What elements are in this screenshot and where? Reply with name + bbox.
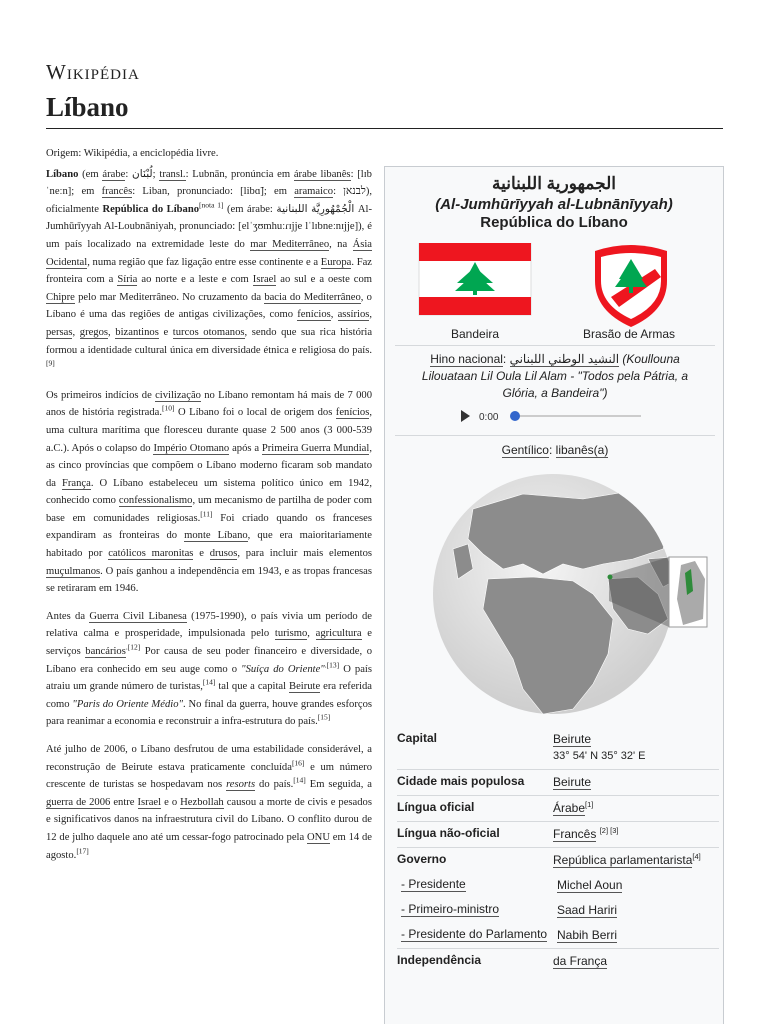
article-link[interactable]: resorts xyxy=(226,779,256,791)
article-link[interactable]: confessionalismo xyxy=(118,495,193,507)
text-run: Foi criado quando os franceses expandiram as fronteiras do xyxy=(46,512,373,542)
reference[interactable]: .[13] xyxy=(324,660,340,670)
text-run: "Paris do Oriente Médio" xyxy=(72,698,183,710)
article-link[interactable]: persas xyxy=(46,326,73,338)
reference[interactable]: [17] xyxy=(76,846,89,856)
text-run: Por causa de seu poder financeiro e diversidade, o Líbano era conhecido em seu auge como o xyxy=(46,646,372,675)
title-divider xyxy=(46,128,723,129)
text-run: O Líbano foi o local de origem dos xyxy=(174,407,336,419)
text-run: . O país ganhou a independência em 1943, e as tropas francesas se retiraram em 1946. xyxy=(46,565,372,595)
text-run: (em árabe: الْجُمْهُورِيَّة اللبنانية Al-Jumhūrīyyah Al-Loubnāniyah, pronunciado: [elˈʒʊmhuːɾɪjje lˈlɪbneːnɪjje]), é um país localizado na extremidade leste do xyxy=(46,203,372,250)
reference[interactable]: [4] xyxy=(692,852,701,861)
text-run: , xyxy=(72,326,80,338)
article-link[interactable]: drusos xyxy=(209,548,238,560)
audio-seek-handle[interactable] xyxy=(510,411,520,421)
president-link[interactable]: Michel Aoun xyxy=(557,878,623,892)
prime-minister-link[interactable]: Saad Hariri xyxy=(557,903,618,917)
article-link[interactable]: Israel xyxy=(252,274,277,286)
text-run: , para incluir mais elementos xyxy=(237,548,372,560)
wikipedia-logo[interactable]: Wikipédia xyxy=(46,60,140,84)
article-body xyxy=(46,145,372,874)
text-run: , as cinco províncias que compõem o Líbano moderno ficaram sob mandato da xyxy=(46,442,372,489)
article-link[interactable]: aramaico xyxy=(294,186,334,198)
text-run: tal que a capital xyxy=(215,681,290,693)
article-link[interactable]: fenícios xyxy=(297,309,331,321)
text-run: Em seguida, a xyxy=(305,779,373,791)
article-link[interactable]: agricultura xyxy=(315,628,362,640)
independence-link[interactable]: da França xyxy=(553,954,608,968)
reference[interactable]: .[12] xyxy=(125,642,141,652)
text-run: após a xyxy=(229,442,262,454)
paragraph-3 xyxy=(46,608,372,731)
row-label[interactable]: - Presidente xyxy=(401,877,466,891)
text-run: e serviços xyxy=(46,628,372,658)
row-label: Cidade mais populosa xyxy=(397,774,525,788)
text-run: , numa região que faz ligação entre esse continente e a xyxy=(87,256,321,268)
infobox-row-prime-minister xyxy=(397,898,719,923)
infobox-row-independence xyxy=(397,949,719,974)
article-link[interactable]: guerra de 2006 xyxy=(46,796,111,808)
text-run: (1975-1990), o país vivia um período de relativa calma e prosperidade, impulsionada pelo xyxy=(46,610,372,640)
gentilic: Gentílico: libanês(a) xyxy=(501,443,609,457)
text-run: . Faz fronteira com a xyxy=(46,256,373,286)
official-language-link[interactable]: Árabe xyxy=(553,801,586,815)
infobox-data-rows xyxy=(397,727,719,974)
page-title: Líbano xyxy=(46,92,129,122)
reference[interactable]: [11] xyxy=(200,509,213,519)
text-run: : לבנאן), oficialmente xyxy=(46,186,372,215)
separator xyxy=(395,345,715,346)
infobox-row-government xyxy=(397,848,719,873)
text-run: entre xyxy=(110,796,138,808)
text-run: ao norte e a leste e com xyxy=(137,274,253,286)
infobox-transliteration: (Al-Jumhūrīyyah al-Lubnānīyyah) xyxy=(435,196,673,213)
article-link[interactable]: bancários xyxy=(85,646,126,658)
anthem-arabic[interactable]: النشيد الوطني اللبناني xyxy=(509,352,620,366)
unofficial-language-link[interactable]: Francês xyxy=(553,827,597,841)
coat-of-arms-image[interactable] xyxy=(595,245,667,327)
reference[interactable]: [10] xyxy=(162,403,175,413)
origin-note: Origem: Wikipédia, a enciclopédia livre. xyxy=(46,148,219,159)
article-link[interactable]: França xyxy=(62,477,91,489)
anthem: Hino nacional: النشيد الوطني اللبناني (Koullouna Lilouataan Lil Oula Lil Alam - "Todos pela Pátria, a Glória, a Bandeira") xyxy=(421,352,689,400)
article-link[interactable]: francês xyxy=(101,186,133,198)
article-link[interactable]: gregos xyxy=(79,326,109,338)
row-label: Independência xyxy=(397,953,482,967)
reference[interactable]: [14] xyxy=(202,677,216,687)
text-run: em 14 de agosto. xyxy=(46,831,372,861)
text-run: , xyxy=(108,326,116,338)
infobox-row-unofficial-language xyxy=(397,822,719,848)
location-map[interactable] xyxy=(433,469,711,719)
article-link[interactable]: monte Líbano xyxy=(184,530,248,542)
article-link[interactable]: Império Otomano xyxy=(153,442,230,454)
gentilic-label[interactable]: Gentílico xyxy=(501,443,549,457)
article-link[interactable]: Síria xyxy=(117,274,138,286)
anthem-link[interactable]: Hino nacional xyxy=(430,352,503,366)
article-link[interactable]: árabe libanês xyxy=(293,168,351,180)
reference[interactable]: [2] [3] xyxy=(599,826,619,835)
reference[interactable]: [14] xyxy=(293,775,306,785)
article-link[interactable]: católicos maronitas xyxy=(108,548,194,560)
flag-caption[interactable]: Bandeira xyxy=(451,327,500,341)
text-run: : لُبْنَان; xyxy=(125,168,160,180)
text-run: (em xyxy=(78,168,103,180)
text-run: , xyxy=(369,309,373,321)
text-run: "Suíça do Oriente" xyxy=(241,663,325,675)
infobox-row-parliament-president xyxy=(397,923,719,949)
infobox xyxy=(384,166,724,1024)
article-link[interactable]: Ásia Ocidental xyxy=(46,238,372,268)
reference[interactable]: [nota 1] xyxy=(199,200,224,210)
separator xyxy=(395,435,715,436)
text-run: . O Líbano estabeleceu um sistema político único em 1942, conhecido como xyxy=(46,477,372,507)
article-link[interactable]: turismo xyxy=(274,628,308,640)
article-link[interactable]: muçulmanos xyxy=(46,565,101,577)
reference[interactable]: [16] xyxy=(291,758,305,768)
government-link[interactable]: República parlamentarista xyxy=(553,853,693,867)
text-run: era referida como xyxy=(46,681,372,710)
text-run: e o xyxy=(161,796,181,808)
text-run: , um mecanismo de partilha de poder com base em comunidades religiosas. xyxy=(46,495,372,524)
text-run: e xyxy=(158,326,173,338)
text-run: Antes da xyxy=(46,610,90,622)
audio-time: 0:00 xyxy=(479,412,499,423)
paragraph-1 xyxy=(46,166,372,377)
article-link[interactable]: ONU xyxy=(307,831,330,843)
article-link[interactable]: transl. xyxy=(159,168,186,180)
capital-coordinates[interactable]: 33° 54' N 35° 32' E xyxy=(553,750,646,762)
reference[interactable]: [15] xyxy=(317,712,331,722)
text-run: pelo mar Mediterrâneo. No cruzamento da xyxy=(74,291,265,303)
article-link[interactable]: árabe xyxy=(102,168,126,180)
article-link[interactable]: civilização xyxy=(155,389,201,401)
parliament-president-link[interactable]: Nabih Berri xyxy=(557,928,618,942)
audio-seek-bar[interactable] xyxy=(511,415,641,417)
article-link[interactable]: Israel xyxy=(137,796,162,808)
text-run: , o Líbano é uma das regiões de antigas civilizações, como xyxy=(46,291,372,321)
text-run: , sendo que sua rica história formou a identidade cultural única em diversidade étnica e religiosa do país. xyxy=(46,326,373,356)
text-run: Até julho de 2006, o Líbano desfrutou de uma estabilidade considerável, a reconstrução de Beirute estava praticamente concluída xyxy=(46,744,372,773)
text-run: no Líbano remontam há mais de 7 000 anos de história registrada. xyxy=(46,389,373,419)
text-run: Os primeiros indícios de xyxy=(46,389,156,401)
row-label[interactable]: - Presidente do Parlamento xyxy=(401,927,548,941)
coat-of-arms-caption[interactable]: Brasão de Armas xyxy=(583,327,676,341)
anthem-translation: (Koullouna Lilouataan Lil Oula Lil Alam - "Todos pela Pátria, a Glória, a Bandeira") xyxy=(421,352,689,400)
flag-image[interactable] xyxy=(419,243,531,315)
infobox-native-name: الجمهورية اللبنانية xyxy=(491,174,617,193)
text-run: O país atraiu um grande número de turistas, xyxy=(46,663,372,693)
lebanon-locator xyxy=(608,575,613,580)
article-link[interactable]: Primeira Guerra Mundial xyxy=(261,442,370,454)
text-run: Líbano xyxy=(46,168,79,180)
text-run: do país. xyxy=(255,779,294,791)
reference[interactable]: [9] xyxy=(46,358,55,368)
infobox-row-largest-city xyxy=(397,770,719,796)
text-run: , uma cultura marítima que floresceu durante quase 2 500 anos (3 000-539 a.C.). Após o colapso do xyxy=(46,407,372,454)
text-run: , xyxy=(330,309,338,321)
article-link[interactable]: bizantinos xyxy=(115,326,159,338)
text-run: , na xyxy=(329,238,353,250)
text-run: República do Líbano xyxy=(102,203,200,215)
infobox-row-capital xyxy=(397,727,719,770)
article-link[interactable]: turcos otomanos xyxy=(172,326,245,338)
infobox-row-president xyxy=(397,873,719,898)
text-run: : [lɪbˈneːn]; em xyxy=(46,168,372,198)
article-link[interactable]: assírios xyxy=(337,309,370,321)
article-link[interactable]: mar Mediterrâneo xyxy=(250,238,330,250)
text-run: causou a morte de civis e pesados e significativos danos na infraestrutura civil do Líbano. O conflito durou de 12 de julho daquele ano até um cessar-fogo patrocinado pela xyxy=(46,796,372,843)
row-label: Governo xyxy=(397,852,447,866)
paragraph-2 xyxy=(46,387,372,598)
article-link[interactable]: Beirute xyxy=(289,681,321,693)
article-link[interactable]: Europa xyxy=(320,256,352,268)
row-label[interactable]: - Primeiro-ministro xyxy=(401,902,500,916)
text-run: ao sul e a oeste com xyxy=(276,274,373,286)
article-link[interactable]: Hezbollah xyxy=(180,796,224,808)
article-link[interactable]: Chipre xyxy=(46,291,75,303)
capital-link[interactable]: Beirute xyxy=(553,732,592,746)
text-run: : Liban, pronunciado: [libɑ̃]; em xyxy=(132,186,295,198)
infobox-official-name: República do Líbano xyxy=(480,214,628,231)
play-icon[interactable] xyxy=(461,410,470,422)
row-label: Língua oficial xyxy=(397,800,475,814)
largest-city-link[interactable]: Beirute xyxy=(553,775,592,789)
text-run: . No final da guerra, houve grandes esforços para reanimar a economia e reconstruir a infra-estrutura do país. xyxy=(46,698,372,728)
text-run: e um número crescente de turistas se hospedavam nos xyxy=(46,761,373,791)
article-link[interactable]: fenícios xyxy=(335,407,370,419)
text-run: , xyxy=(307,628,316,640)
gentilic-value[interactable]: libanês(a) xyxy=(555,443,609,457)
text-run: : Lubnān, pronúncia em xyxy=(185,168,294,180)
article-link[interactable]: bacia do Mediterrâneo xyxy=(264,291,361,303)
audio-player xyxy=(457,406,647,426)
row-label: Língua não-oficial xyxy=(397,826,500,840)
reference[interactable]: [1] xyxy=(585,800,594,809)
text-run: , que era maioritariamente habitado por xyxy=(46,530,372,560)
article-link[interactable]: Guerra Civil Libanesa xyxy=(89,610,187,622)
paragraph-4 xyxy=(46,741,372,864)
text-run: e xyxy=(193,548,210,560)
row-label: Capital xyxy=(397,731,438,745)
infobox-row-official-language xyxy=(397,796,719,822)
